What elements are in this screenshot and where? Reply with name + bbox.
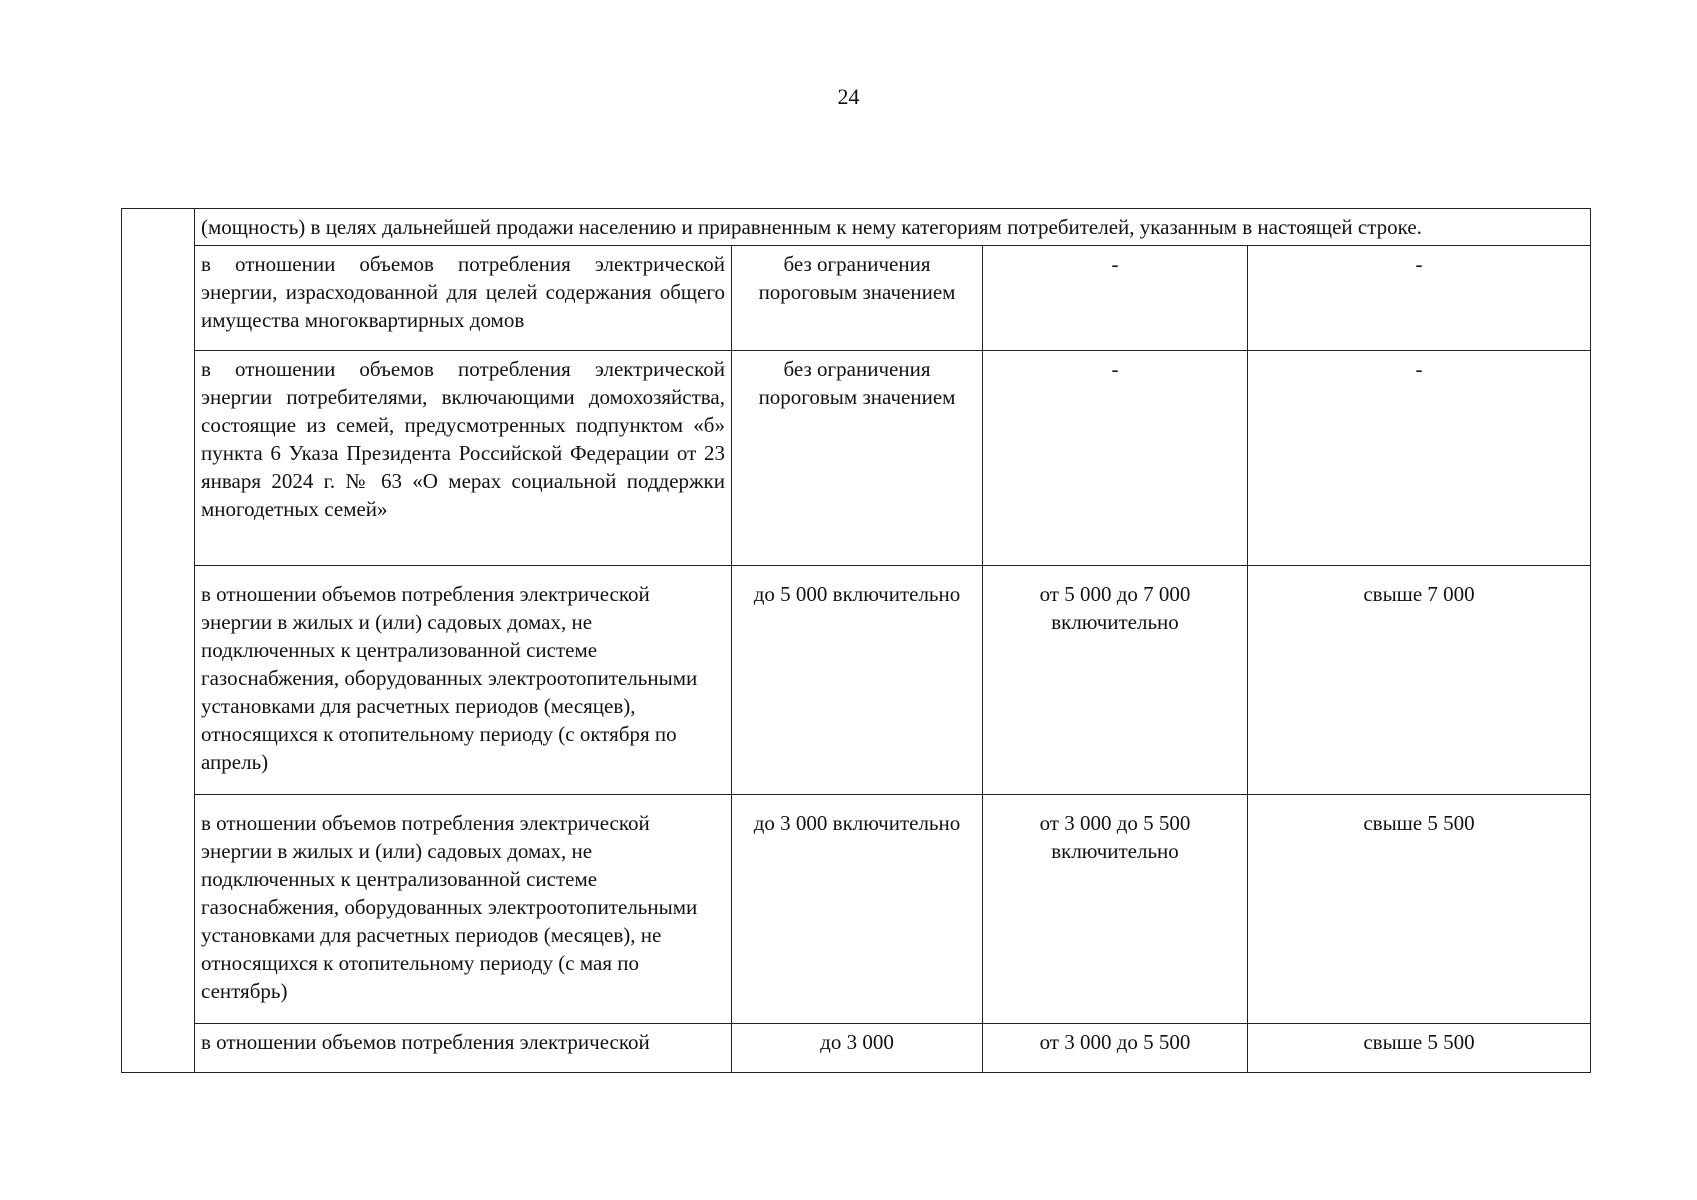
threshold-cell-2: - (983, 246, 1248, 351)
threshold-cell-3: - (1248, 246, 1591, 351)
threshold-cell-2: от 3 000 до 5 500 (983, 1024, 1248, 1073)
threshold-cell-2: от 3 000 до 5 500 включительно (983, 795, 1248, 1024)
description-cell: в отношении объемов потребления электрической (195, 1024, 732, 1073)
table-row (122, 1024, 1591, 1073)
description-cell: в отношении объемов потребления электрической энергии в жилых и (или) садовых домах, не подключенных к централизованной системе газоснабжения, оборудованных электроотопительными установками для расчетных периодов (месяцев), относящихся к отопительному периоду (с октября по апрель) (195, 566, 732, 795)
table-row (122, 566, 1591, 795)
table-row (122, 246, 1591, 351)
threshold-cell-1: до 5 000 включительно (732, 566, 983, 795)
description-cell: в отношении объемов потребления электрической энергии в жилых и (или) садовых домах, не подключенных к централизованной системе газоснабжения, оборудованных электроотопительными установками для расчетных периодов (месяцев), не относящихся к отопительному периоду (с мая по сентябрь) (195, 795, 732, 1024)
description-cell: в отношении объемов потребления электрической энергии потребителями, включающими домохозяйства, состоящие из семей, предусмотренных подпунктом «б» пункта 6 Указа Президента Российской Федерации от 23 января 2024 г. № 63 «О мерах социальной поддержки многодетных семей» (195, 351, 732, 566)
threshold-cell-3: свыше 7 000 (1248, 566, 1591, 795)
table-row (122, 351, 1591, 566)
threshold-cell-3: свыше 5 500 (1248, 795, 1591, 1024)
page-number: 24 (837, 84, 860, 109)
threshold-cell-1: до 3 000 (732, 1024, 983, 1073)
intro-text-cell: (мощность) в целях дальнейшей продажи населению и приравненным к нему категориям потребителей, указанным в настоящей строке. (195, 209, 1591, 246)
tariff-threshold-table (121, 208, 1591, 1073)
threshold-cell-3: - (1248, 351, 1591, 566)
description-cell: в отношении объемов потребления электрической энергии, израсходованной для целей содержания общего имущества многоквартирных домов (195, 246, 732, 351)
table-row (122, 795, 1591, 1024)
threshold-cell-2: от 5 000 до 7 000 включительно (983, 566, 1248, 795)
row-number-cell (122, 209, 195, 1073)
threshold-cell-1: до 3 000 включительно (732, 795, 983, 1024)
table-row-intro (122, 209, 1591, 246)
threshold-cell-1: без ограничения пороговым значением (732, 351, 983, 566)
threshold-cell-3: свыше 5 500 (1248, 1024, 1591, 1073)
threshold-cell-1: без ограничения пороговым значением (732, 246, 983, 351)
threshold-cell-2: - (983, 351, 1248, 566)
